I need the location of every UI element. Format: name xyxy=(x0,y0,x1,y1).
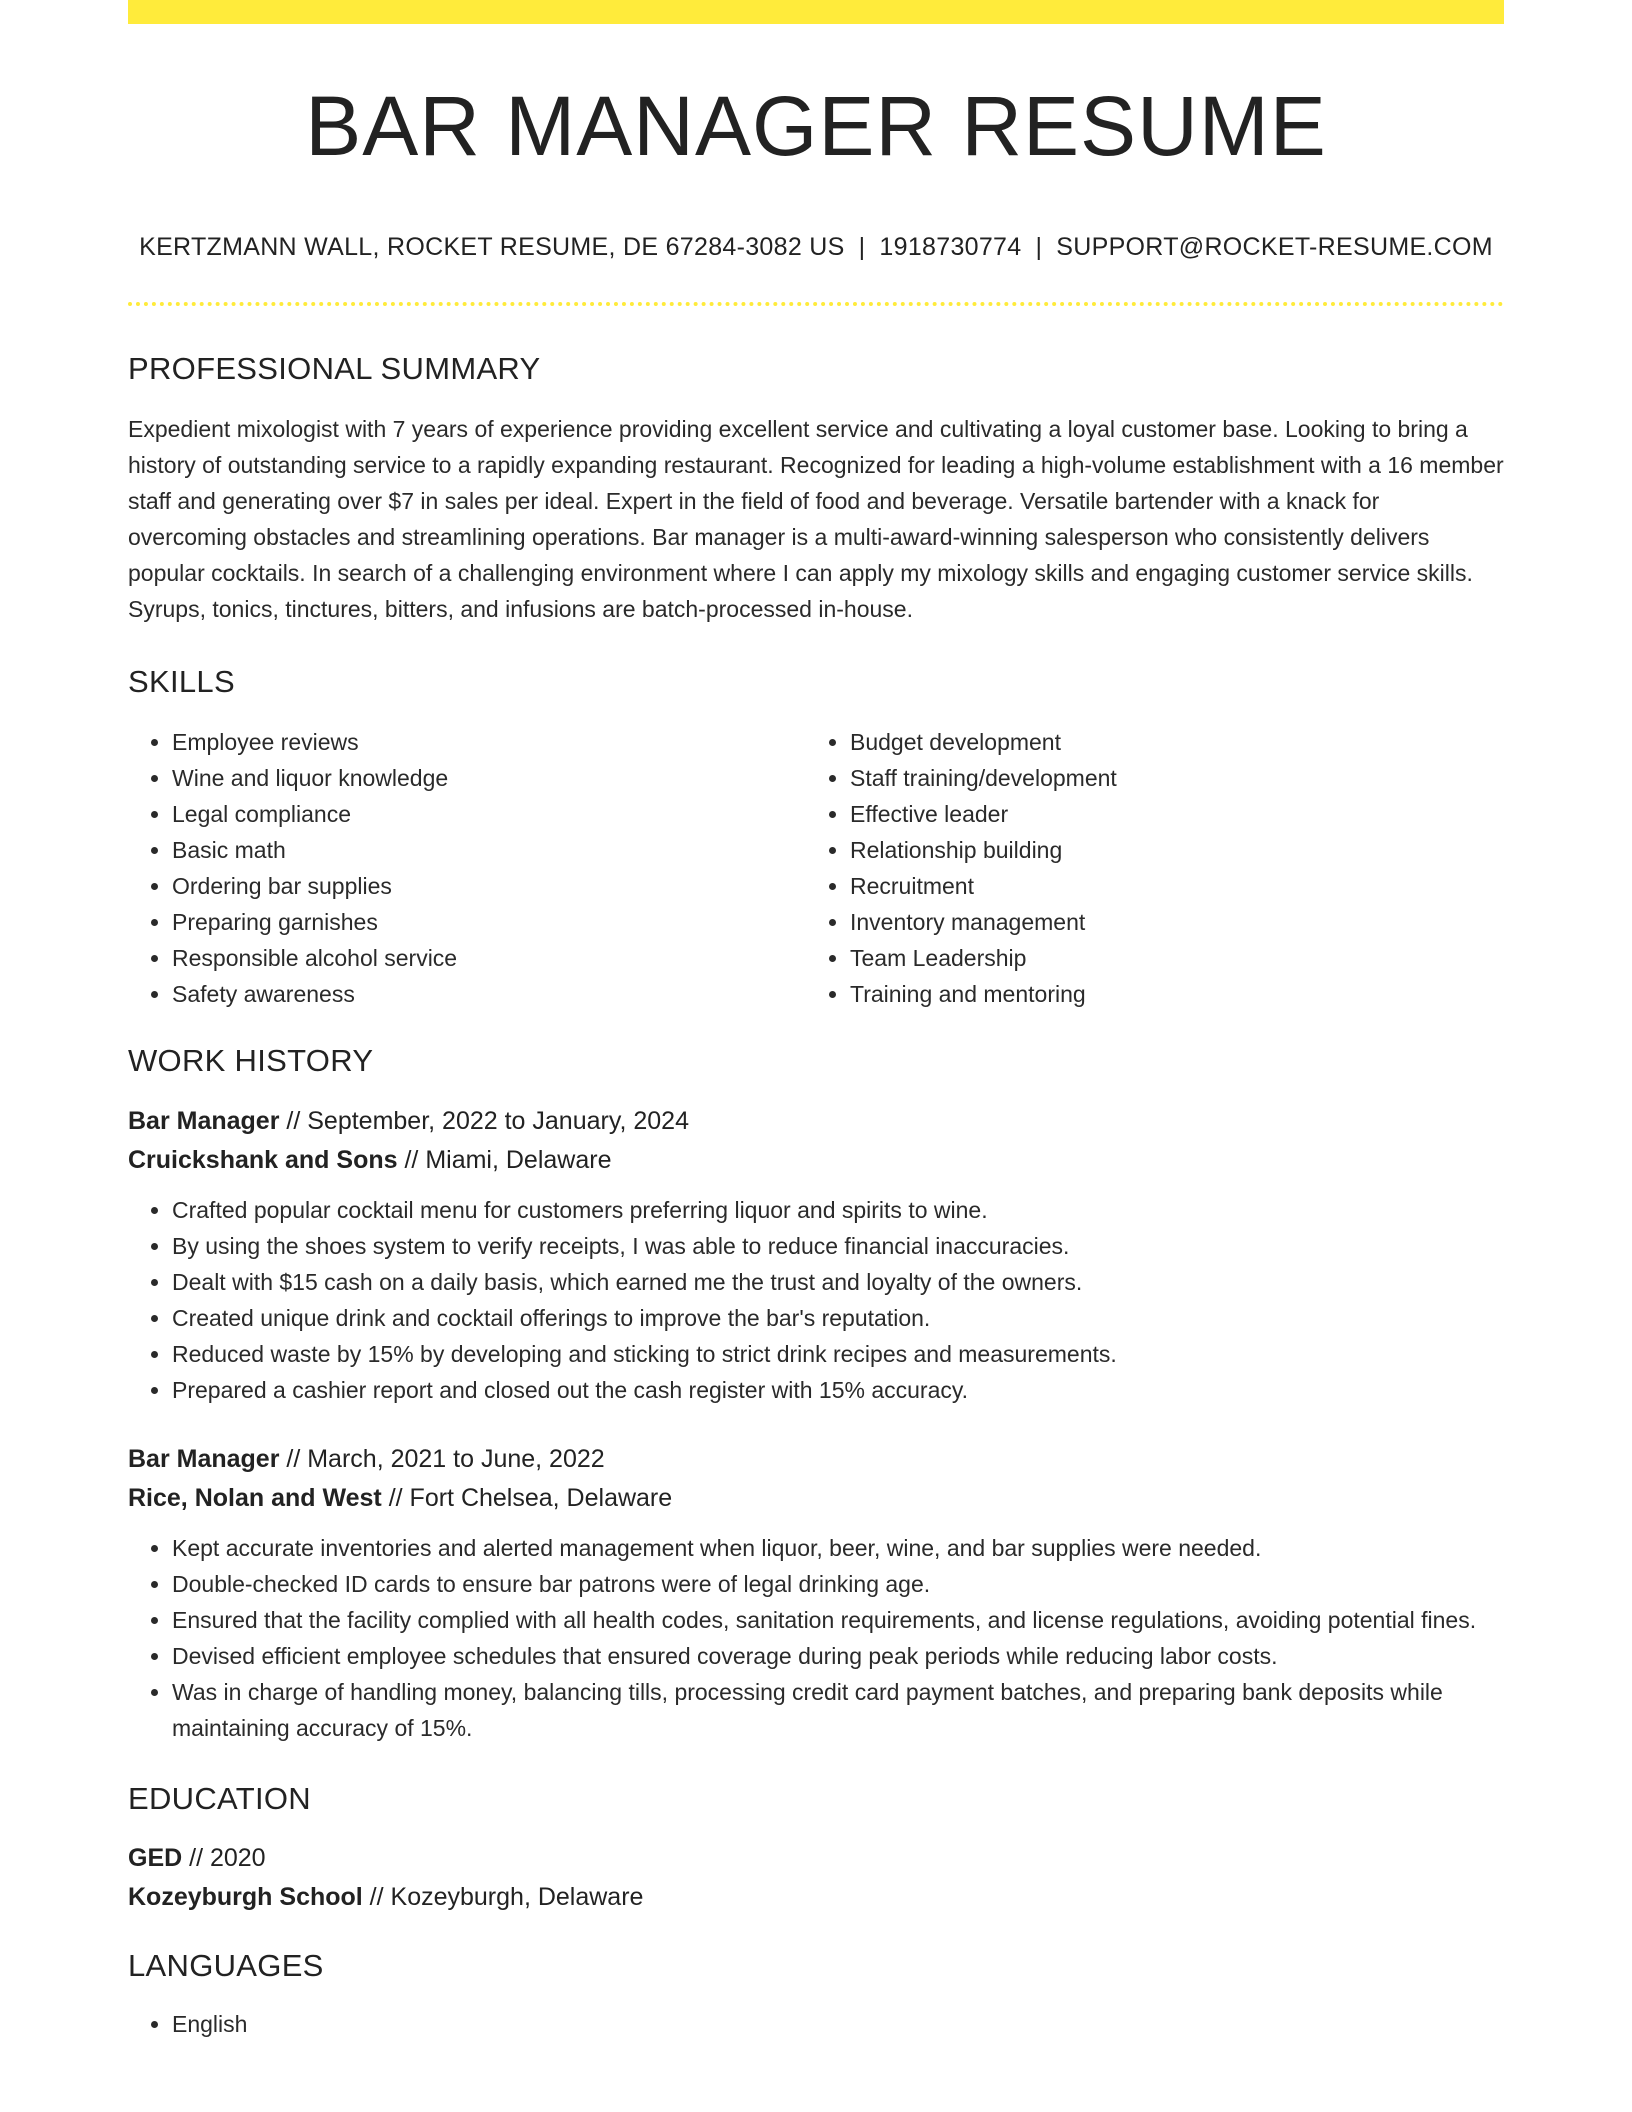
skill-item: • Team Leadership xyxy=(850,940,1484,976)
skill-item: • Training and mentoring xyxy=(850,976,1484,1012)
contact-address: KERTZMANN WALL, ROCKET RESUME, DE 67284-3082 US xyxy=(139,233,845,261)
job-dates: // March, 2021 to June, 2022 xyxy=(279,1444,605,1473)
job-company-line xyxy=(128,1479,1504,1518)
skills-heading: SKILLS xyxy=(128,664,235,700)
job-bullets xyxy=(128,1530,1504,1746)
job-location: // Fort Chelsea, Delaware xyxy=(381,1483,673,1512)
job-role: Bar Manager xyxy=(128,1444,280,1473)
job-company: Cruickshank and Sons xyxy=(128,1145,398,1174)
job-bullet: • Devised efficient employee schedules that ensured coverage during peak periods while reducing labor costs. xyxy=(172,1638,1504,1674)
job-bullet: • Kept accurate inventories and alerted management when liquor, beer, wine, and bar supplies were needed. xyxy=(172,1530,1504,1566)
job-bullet: • Dealt with $15 cash on a daily basis, which earned me the trust and loyalty of the owners. xyxy=(172,1264,1504,1300)
skill-item: • Basic math xyxy=(172,832,806,868)
job-dates: // September, 2022 to January, 2024 xyxy=(279,1106,689,1135)
education-year: // 2020 xyxy=(182,1843,266,1872)
skill-item: • Wine and liquor knowledge xyxy=(172,760,806,796)
job-location: // Miami, Delaware xyxy=(397,1145,612,1174)
job-bullet: • Was in charge of handling money, balancing tills, processing credit card payment batches, and preparing bank deposits while maintaining accuracy of 15%. xyxy=(172,1674,1504,1746)
summary-heading: PROFESSIONAL SUMMARY xyxy=(128,351,541,386)
contact-separator: | xyxy=(858,233,866,261)
job-bullet: • Prepared a cashier report and closed out the cash register with 15% accuracy. xyxy=(172,1372,1504,1408)
job-bullet: • Created unique drink and cocktail offerings to improve the bar's reputation. xyxy=(172,1300,1504,1336)
contact-separator: | xyxy=(1035,233,1043,261)
work-history-heading: WORK HISTORY xyxy=(128,1043,374,1079)
dotted-divider xyxy=(128,302,1504,306)
skills-column-left xyxy=(128,724,806,1012)
language-item: • English xyxy=(172,2006,1504,2042)
skill-item: • Responsible alcohol service xyxy=(172,940,806,976)
skill-item: • Ordering bar supplies xyxy=(172,868,806,904)
job-role-line xyxy=(128,1102,1504,1141)
summary-text: Expedient mixologist with 7 years of experience providing excellent service and cultivating a loyal customer base. Looking to bring a history of outstanding service to a rapidly expanding restaurant. Recognized for leading a high-volume establishment with a 16 member staff and generating over $7 in sales per ideal. Expert in the field of food and beverage. Versatile bartender with a knack for overcoming obstacles and streamlining operations. Bar manager is a multi-award-winning salesperson who consistently delivers popular cocktails. In search of a challenging environment where I can apply my mixology skills and engaging customer service skills. Syrups, tonics, tinctures, bitters, and infusions are batch-processed in-house. xyxy=(128,416,1504,623)
education-school-line xyxy=(128,1878,1504,1917)
contact-line xyxy=(128,232,1504,262)
skill-item: • Legal compliance xyxy=(172,796,806,832)
skill-item: • Inventory management xyxy=(850,904,1484,940)
job-company: Rice, Nolan and West xyxy=(128,1483,382,1512)
skill-item: • Preparing garnishes xyxy=(172,904,806,940)
job-entry xyxy=(128,1102,1504,1408)
job-role: Bar Manager xyxy=(128,1106,280,1135)
job-company-line xyxy=(128,1141,1504,1180)
skill-item: • Effective leader xyxy=(850,796,1484,832)
page-title: BAR MANAGER RESUME xyxy=(305,79,1327,173)
contact-phone: 1918730774 xyxy=(879,233,1022,261)
job-bullets xyxy=(128,1192,1504,1408)
skill-item: • Employee reviews xyxy=(172,724,806,760)
job-bullet: • Double-checked ID cards to ensure bar patrons were of legal drinking age. xyxy=(172,1566,1504,1602)
job-role-line xyxy=(128,1440,1504,1479)
skill-item: • Relationship building xyxy=(850,832,1484,868)
languages-list xyxy=(128,2006,1504,2042)
skills-list xyxy=(128,724,1504,1012)
job-bullet: • Crafted popular cocktail menu for customers preferring liquor and spirits to wine. xyxy=(172,1192,1504,1228)
skill-item: • Recruitment xyxy=(850,868,1484,904)
job-bullet: • Reduced waste by 15% by developing and sticking to strict drink recipes and measurements. xyxy=(172,1336,1504,1372)
skill-item: • Staff training/development xyxy=(850,760,1484,796)
job-bullet: • Ensured that the facility complied with all health codes, sanitation requirements, and license regulations, avoiding potential fines. xyxy=(172,1602,1504,1638)
top-accent-bar xyxy=(128,0,1504,24)
job-entry xyxy=(128,1440,1504,1746)
education-location: // Kozeyburgh, Delaware xyxy=(362,1882,644,1911)
skill-item: • Budget development xyxy=(850,724,1484,760)
resume-page xyxy=(128,0,1504,2042)
education-degree-line xyxy=(128,1839,1504,1878)
education-heading: EDUCATION xyxy=(128,1780,311,1816)
contact-email: SUPPORT@ROCKET-RESUME.COM xyxy=(1056,233,1493,261)
education-degree: GED xyxy=(128,1843,183,1872)
education-school: Kozeyburgh School xyxy=(128,1882,363,1911)
job-bullet: • By using the shoes system to verify receipts, I was able to reduce financial inaccuracies. xyxy=(172,1228,1504,1264)
skill-item: • Safety awareness xyxy=(172,976,806,1012)
languages-heading: LANGUAGES xyxy=(128,1947,324,1983)
education-entry xyxy=(128,1839,1504,1917)
skills-column-right xyxy=(806,724,1484,1012)
